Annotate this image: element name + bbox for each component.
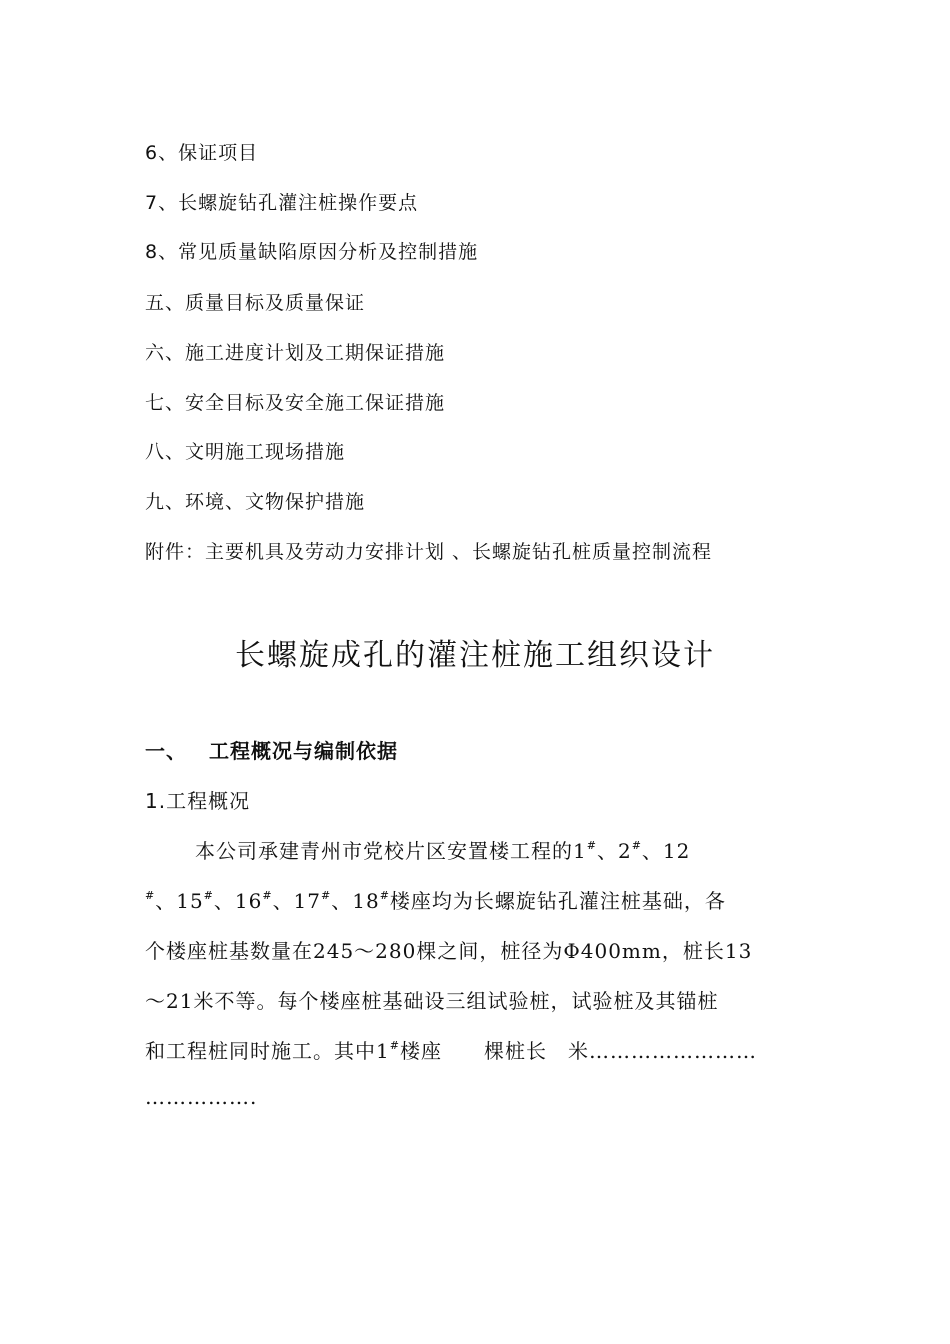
body-line: ……………. (145, 1085, 258, 1109)
subsection-heading: 1.工程概况 (145, 789, 251, 813)
body-text: 、15 (155, 889, 204, 913)
body-text: 和工程桩同时施工。其中1 (145, 1039, 390, 1063)
toc-item: 八、文明施工现场措施 (145, 441, 346, 463)
body-text: 、18 (331, 889, 380, 913)
section-number: 一、 (145, 739, 187, 763)
body-line: ～21米不等。每个楼座桩基础设三组试验桩，试验桩及其锚桩 (145, 989, 719, 1013)
toc-item: 六、施工进度计划及工期保证措施 (145, 342, 446, 364)
body-text: 、2 (596, 839, 632, 863)
mark: # (203, 889, 214, 902)
mark: # (321, 889, 332, 902)
section-title: 工程概况与编制依据 (209, 739, 398, 763)
body-line (145, 885, 810, 914)
mark: # (379, 889, 390, 902)
mark: # (145, 889, 156, 902)
body-line: 个楼座桩基数量在245～280棵之间，桩径为Φ400mm，桩长13 (145, 939, 753, 963)
body-text: 、17 (272, 889, 322, 913)
mark: # (389, 1039, 400, 1052)
toc-item: 附件：主要机具及劳动力安排计划 、长螺旋钻孔桩质量控制流程 (145, 541, 713, 563)
body-text: 楼座均为长螺旋钻孔灌注桩基础，各 (389, 889, 726, 913)
toc-item: 6、保证项目 (145, 142, 259, 164)
document-title: 长螺旋成孔的灌注桩施工组织设计 (235, 638, 715, 673)
mark: # (586, 839, 597, 852)
mark: # (631, 839, 642, 852)
toc-item: 五、质量目标及质量保证 (145, 292, 366, 314)
body-text: 楼座 棵桩长 米…………………… (399, 1039, 757, 1063)
toc-item: 七、安全目标及安全施工保证措施 (145, 392, 446, 414)
body-line (145, 1035, 810, 1064)
body-text: 、16 (213, 889, 263, 913)
toc-item: 九、环境、文物保护措施 (145, 491, 366, 513)
toc-item: 7、长螺旋钻孔灌注桩操作要点 (145, 192, 419, 214)
body-text: 、12 (641, 839, 691, 863)
body-text: 本公司承建青州市党校片区安置楼工程的1 (195, 839, 587, 863)
mark: # (262, 889, 273, 902)
section-heading (145, 735, 398, 764)
body-line (145, 835, 810, 864)
toc-item: 8、常见质量缺陷原因分析及控制措施 (145, 241, 479, 263)
